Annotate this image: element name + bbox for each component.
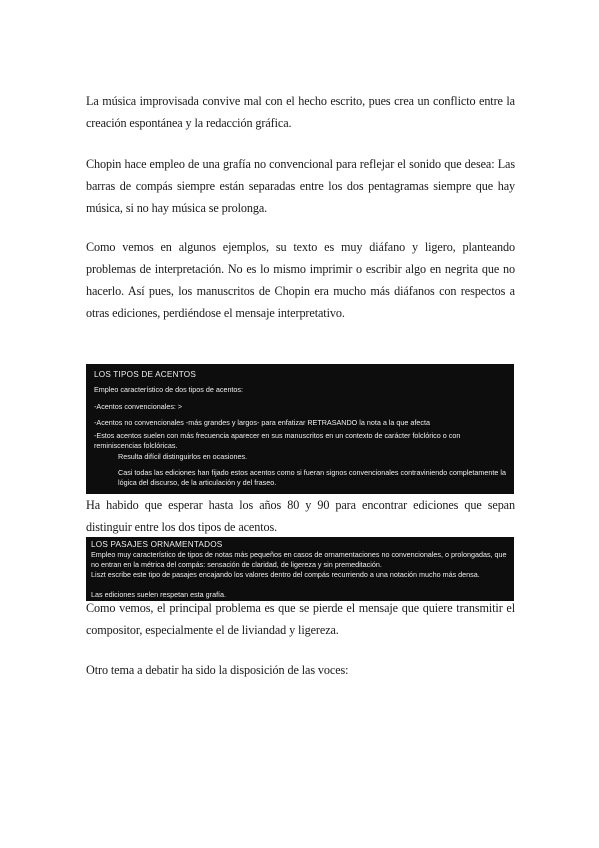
- slide-line: Liszt escribe este tipo de pasajes encajando los valores dentro del compás recurriendo a una notación mucho más densa.: [91, 570, 480, 579]
- slide-image-pasajes: [86, 537, 514, 601]
- paragraph-diafano: Como vemos en algunos ejemplos, su texto es muy diáfano y ligero, planteando problemas de interpretación. No es lo mismo imprimir o escribir algo en negrita que no hacerlo. Así pues, los manuscritos de Chopin era mucho más diáfanos con respectos a otras ediciones, perdiéndose el mensaje interpretativo.: [86, 240, 515, 320]
- slide-line: -Acentos no convencionales -más grandes y largos- para enfatizar RETRASANDO la nota a la que afecta: [94, 418, 430, 427]
- paragraph-improvisation: La música improvisada convive mal con el hecho escrito, pues crea un conflicto entre la creación espontánea y la redacción gráfica.: [86, 94, 515, 130]
- slide-image-acentos: [86, 364, 514, 494]
- slide-line: -Estos acentos suelen con más frecuencia aparecer en sus manuscritos en un contexto de carácter folclórico o con reminiscencias folclóricas.: [94, 431, 461, 450]
- paragraph-ediciones: Ha habido que esperar hasta los años 80 y 90 para encontrar ediciones que sepan distinguir entre los dos tipos de acentos.: [86, 498, 515, 534]
- slide-line: Casi todas las ediciones han fijado estos acentos como si fueran signos convencionales contraviniendo completamente la lógica del discurso, de la articulación y del fraseo.: [118, 468, 506, 487]
- slide-line: Empleo característico de dos tipos de acentos:: [94, 385, 244, 394]
- slide-line: -Acentos convencionales: >: [94, 402, 183, 411]
- slide-line: Resulta difícil distinguirlos en ocasiones.: [118, 452, 248, 461]
- slide-line: Empleo muy característico de tipos de notas más pequeños en casos de ornamentaciones no convencionales, o prolongadas, que no entran en la métrica del compás: sensación de claridad, de ligereza y sin premeditación.: [91, 550, 507, 569]
- paragraph-voces: Otro tema a debatir ha sido la disposición de las voces:: [86, 663, 349, 677]
- paragraph-mensaje: Como vemos, el principal problema es que se pierde el mensaje que quiere transmitir el compositor, especialmente el de liviandad y ligereza.: [86, 601, 515, 637]
- slide-title: LOS PASAJES ORNAMENTADOS: [91, 540, 223, 549]
- slide-line: Las ediciones suelen respetan esta grafía.: [91, 590, 227, 599]
- slide-title: LOS TIPOS DE ACENTOS: [94, 370, 196, 379]
- paragraph-chopin-grafia: Chopin hace empleo de una grafía no convencional para reflejar el sonido que desea: Las barras de compás siempre están separadas entre los dos pentagramas siempre que hay música, si no hay música se prolonga.: [86, 157, 515, 215]
